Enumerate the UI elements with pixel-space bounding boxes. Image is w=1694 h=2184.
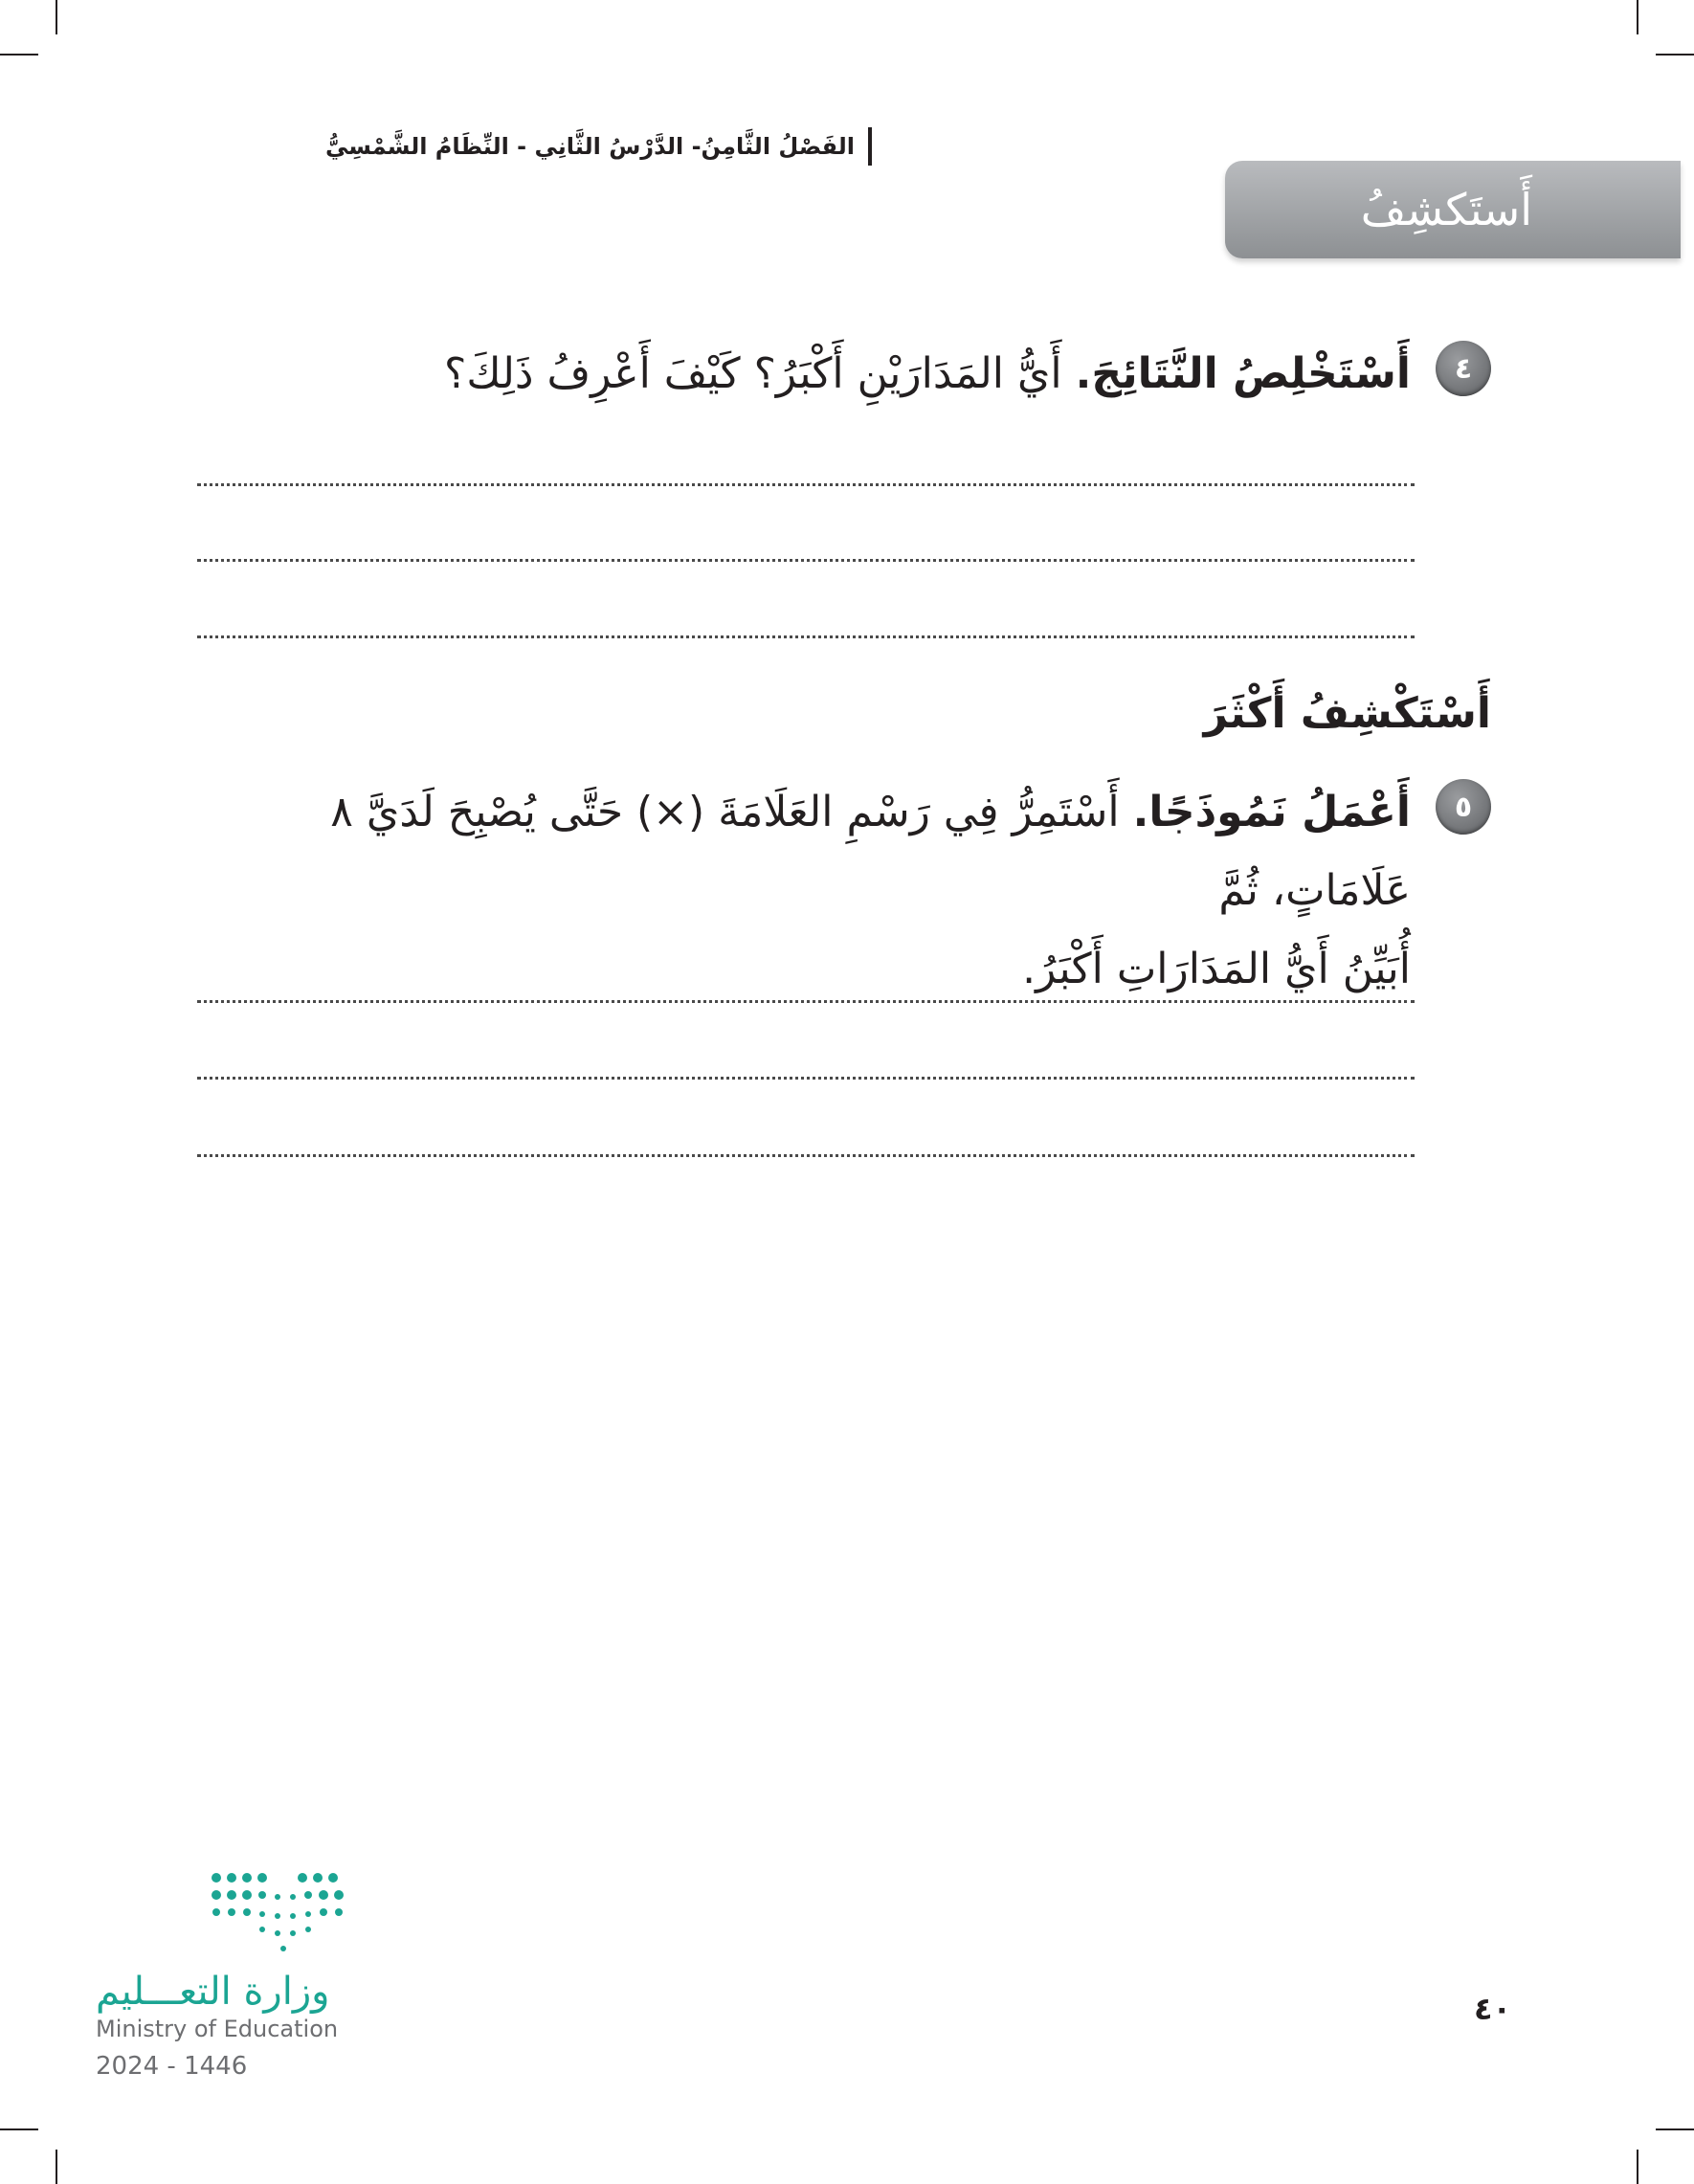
ministry-name-arabic: وزارة التعـــليم (96, 1970, 330, 2014)
crop-mark (1637, 2150, 1638, 2184)
breadcrumb-text: الفَصْلُ الثَّامِنُ- الدَّرْسُ الثَّانِي - النِّظَامُ الشَّمْسِيُّ (325, 133, 855, 160)
ministry-name-english: Ministry of Education (96, 2016, 339, 2042)
answer-line[interactable] (197, 635, 1415, 638)
section-tab (1225, 161, 1681, 258)
question-5-line-2: أُبَيِّنُ أَيُّ المَدَارَاتِ أَكْبَرُ. (1022, 945, 1411, 993)
breadcrumb (325, 123, 900, 170)
page-number: ٤٠ (1474, 1991, 1512, 2027)
question-5-body: أَسْتَمِرُّ فِي رَسْمِ العَلَامَةَ (×) حَتَّى يُصْبِحَ لَدَيَّ ٨ عَلَامَاتٍ، ثُمَّ (330, 788, 1411, 915)
crop-mark (1637, 0, 1638, 34)
answer-line[interactable] (197, 1077, 1415, 1080)
crop-mark (56, 2150, 57, 2184)
answer-line[interactable] (197, 1000, 1415, 1003)
question-4-text (444, 335, 1411, 413)
crop-mark (0, 2128, 38, 2130)
answer-line[interactable] (197, 483, 1415, 486)
crop-mark (0, 54, 38, 56)
question-number-badge: ٤ (1436, 341, 1491, 396)
section-tab-label: أَستَكشِفُ (1360, 184, 1532, 235)
question-5-line-1 (281, 773, 1411, 930)
answer-line[interactable] (197, 1154, 1415, 1157)
question-5-lead: أَعْمَلُ نَمُوذَجًا. (1132, 788, 1411, 836)
question-4 (444, 335, 1491, 413)
question-5-text (281, 773, 1411, 1009)
answer-line[interactable] (197, 559, 1415, 562)
question-4-lead: أَسْتَخْلِصُ النَّتَائِجَ. (1075, 349, 1411, 398)
crop-mark (1656, 2128, 1694, 2130)
crop-mark (1656, 54, 1694, 56)
question-number-badge: ٥ (1436, 779, 1491, 835)
breadcrumb-divider (868, 127, 872, 166)
edition-year: 2024 - 1446 (96, 2052, 248, 2081)
question-4-body: أَيُّ المَدَارَيْنِ أَكْبَرُ؟ كَيْفَ أَعْرِفُ ذَلِكَ؟ (444, 349, 1062, 398)
question-5 (281, 773, 1491, 1009)
crop-mark (56, 0, 57, 34)
explore-more-heading: أَسْتَكْشِفُ أَكْثَرَ (1203, 689, 1491, 738)
